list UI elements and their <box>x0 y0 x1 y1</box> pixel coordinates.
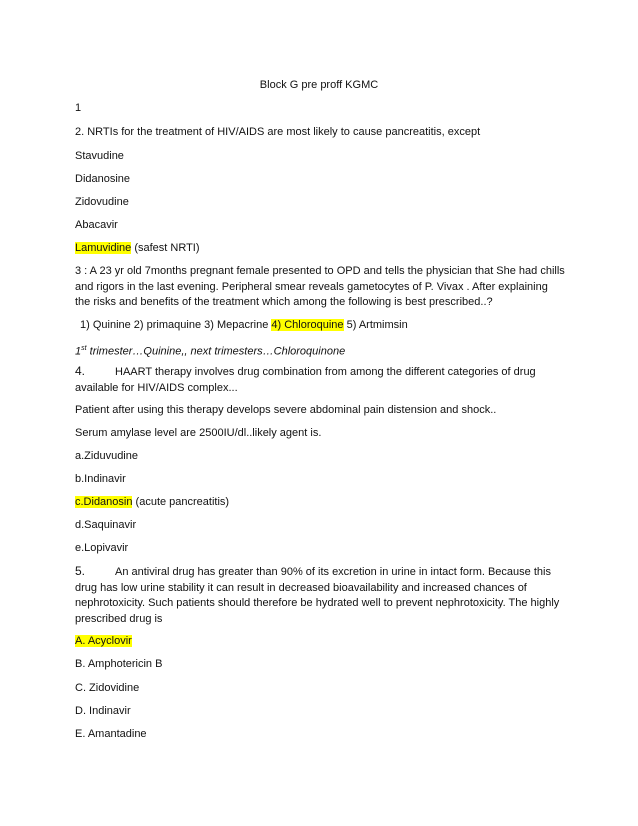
q2-option-2: Didanosine <box>75 173 131 185</box>
q5-option-e: E. Amantadine <box>75 728 147 740</box>
q4-option-a: a.Ziduvudine <box>75 450 138 462</box>
page-title: Block G pre proff KGMC <box>259 79 379 91</box>
q4-answer: c.Didanosin <box>75 496 133 508</box>
q5-stem-block <box>75 564 565 627</box>
q5-option-d: D. Indinavir <box>75 705 131 717</box>
q2-option-3: Zidovudine <box>75 196 129 208</box>
q2-answer: Lamuvidine <box>75 242 132 254</box>
q4-line2: Patient after using this therapy develops severe abdominal pain distension and shock.. <box>75 404 497 416</box>
q4-option-e: e.Lopivavir <box>75 542 129 554</box>
q5-option-c: C. Zidovidine <box>75 682 140 694</box>
q5-answer: A. Acyclovir <box>75 635 132 647</box>
q4-line3: Serum amylase level are 2500IU/dl..likely agent is. <box>75 427 322 439</box>
q3-note <box>75 341 345 360</box>
q3-note-sup: st <box>81 345 87 352</box>
q2-option-4: Abacavir <box>75 219 118 231</box>
q3-answer: 4) Chloroquine <box>271 319 344 331</box>
q4-answer-note: (acute pancreatitis) <box>132 496 230 508</box>
q5-answer-line <box>75 634 132 649</box>
q3-stem: 3 : A 23 yr old 7months pregnant female presented to OPD and tells the physician that She had chills and rigors in the last evening. Peripheral smear reveals gametocytes of P. Vivax . After explaining the risks and benefits of the treatment which among the following is best prescribed..? <box>75 265 565 308</box>
q2-stem: 2. NRTIs for the treatment of HIV/AIDS are most likely to cause pancreatitis, except <box>75 126 481 138</box>
q3-note-num: 1 <box>75 345 82 358</box>
q2-answer-line <box>75 241 200 256</box>
q3-options-after: 5) Artmimsin <box>343 319 408 331</box>
q5-stem: An antiviral drug has greater than 90% of its excretion in urine in intact form. Because this drug has low urine stability it can result in decreased bioavailability and increased chances of nephrotoxicity. Such patients should therefore be hydrated well to prevent nephrotoxicity. The highly prescribed drug is <box>75 566 560 625</box>
q4-stem-block <box>75 364 565 396</box>
q1-number: 1 <box>75 102 82 114</box>
q3-options-before: 1) Quinine 2) primaquine 3) Mepacrine <box>80 319 272 331</box>
q5-number: 5. <box>75 564 86 578</box>
q4-number: 4. <box>75 364 86 378</box>
q4-stem: HAART therapy involves drug combination from among the different categories of drug available for HIV/AIDS complex... <box>75 366 536 394</box>
q4-answer-line <box>75 495 229 510</box>
q3-note-rest: trimester…Quinine,, next trimesters…Chloroquinone <box>86 345 346 358</box>
q4-option-b: b.Indinavir <box>75 473 126 485</box>
q4-option-d: d.Saquinavir <box>75 519 137 531</box>
q5-option-b: B. Amphotericin B <box>75 658 163 670</box>
q2-answer-note: (safest NRTI) <box>131 242 200 254</box>
q3-options <box>80 318 408 333</box>
q2-option-1: Stavudine <box>75 150 124 162</box>
